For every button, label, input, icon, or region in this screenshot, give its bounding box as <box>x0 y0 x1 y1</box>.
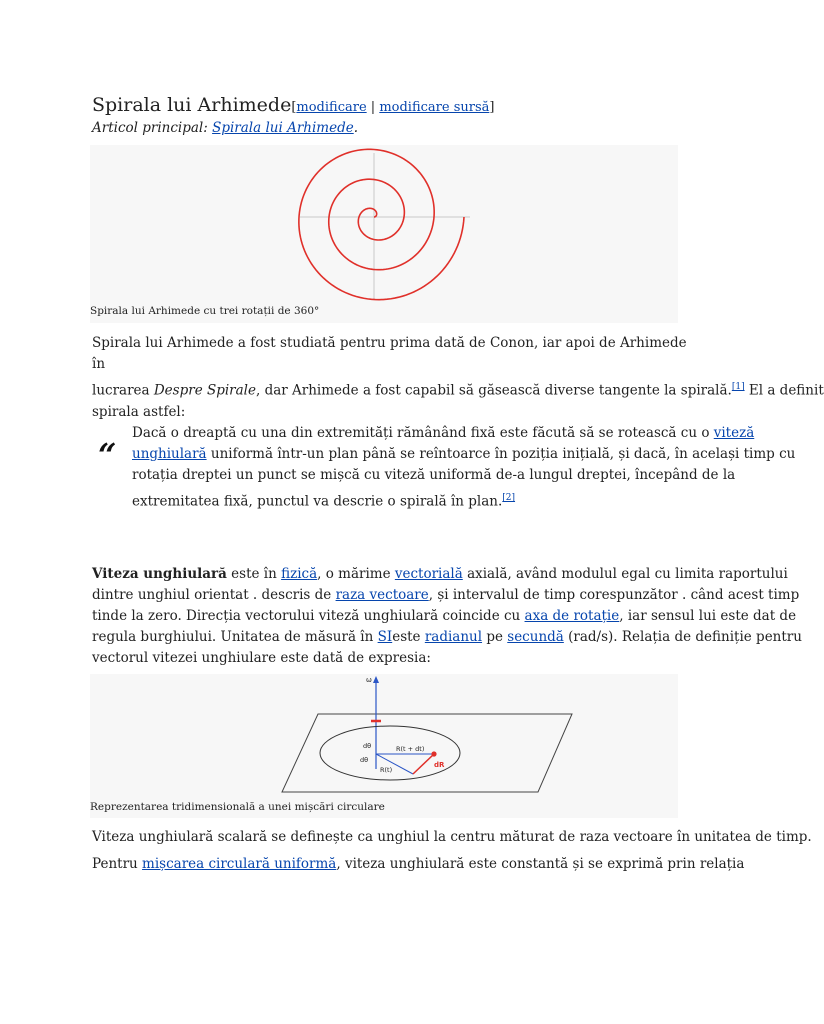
archimedean-spiral <box>299 149 464 299</box>
section-title: Spirala lui Arhimede <box>92 94 292 116</box>
omega-arrowhead <box>373 676 379 683</box>
plane-outline <box>282 714 572 792</box>
fizica-link[interactable]: fizică <box>281 566 318 582</box>
secunda-link[interactable]: secundă <box>507 629 564 645</box>
dtheta-top-label: dθ <box>363 742 372 750</box>
viteza-link[interactable]: viteză <box>713 425 755 441</box>
work-title: Despre Spirale <box>153 382 256 399</box>
delta-r-endpoint <box>431 751 436 756</box>
axa-de-rotatie-link[interactable]: axa de rotație <box>524 608 620 624</box>
dr-label: dR <box>434 761 445 769</box>
dtheta-label: dθ <box>360 756 369 764</box>
spiral-caption: Spirala lui Arhimede cu trei rotații de 360° <box>90 305 320 317</box>
reference-1-link[interactable]: [1] <box>731 382 745 392</box>
av-line-5: vectorul vitezei unghiulare este dată de expresia: <box>92 650 431 666</box>
omega-label: ω <box>366 676 372 684</box>
r-t-label: R(t) <box>380 766 393 774</box>
vectoriala-link[interactable]: vectorială <box>394 566 463 582</box>
main-article-note <box>92 118 358 139</box>
circular-motion-caption: Reprezentarea tridimensională a unei mișcări circulare <box>90 801 385 813</box>
r-t-dt-label: R(t + dt) <box>396 745 425 753</box>
uniform-motion-paragraph: Pentru mișcarea circulară uniformă, viteza unghiulară este constantă și se exprimă prin relația <box>92 856 745 872</box>
delta-r-vector <box>413 754 434 774</box>
radianul-link[interactable]: radianul <box>424 629 483 645</box>
main-article-suffix: . <box>353 120 358 136</box>
av-line-2: dintre unghiul orientat . descris de raza vectoare, și intervalul de timp corespunzător . când acest timp <box>92 587 800 603</box>
definition-quote <box>132 423 796 513</box>
angular-velocity-paragraph <box>92 564 802 669</box>
angular-velocity-term: Viteza unghiulară <box>92 566 227 582</box>
quote-line-2: unghiulară uniformă într-un plan până se reîntoarce în poziția inițială, și dacă, în același timp cu <box>132 446 796 462</box>
si-link[interactable]: SI <box>377 629 393 645</box>
edit-link[interactable]: modificare <box>296 100 367 115</box>
main-article-link[interactable]: Spirala lui Arhimede <box>212 120 354 136</box>
circular-motion-image <box>90 674 678 798</box>
edit-source-link[interactable]: modificare sursă <box>379 100 490 115</box>
section-heading <box>92 94 494 116</box>
miscarea-circulara-link[interactable]: mișcarea circulară uniformă <box>142 856 337 872</box>
quote-line-3: rotația dreptei un punct se mișcă cu viteză uniformă de-a lungul dreptei, începând de la <box>132 467 736 483</box>
av-line-1: Viteza unghiulară este în fizică, o mărime vectorială axială, având modulul egal cu limita raportului <box>92 566 788 582</box>
scalar-velocity-paragraph: Viteza unghiulară scalară se definește ca unghiul la centru măturat de raza vectoare în unitatea de timp. <box>92 829 812 845</box>
unghiulara-link[interactable]: unghiulară <box>132 446 207 462</box>
quote-line-4: extremitatea fixă, punctul va descrie o spirală în plan.[2] <box>132 493 516 510</box>
circular-motion-figure <box>90 674 678 818</box>
reference-2-link[interactable]: [2] <box>502 493 516 503</box>
intro-line-2: lucrarea Despre Spirale, dar Arhimede a fost capabil să găsească diverse tangente la spirală.[1] El a definit <box>92 382 824 399</box>
quote-line-1: Dacă o dreaptă cu una din extremități rămânând fixă este făcută să se rotească cu o viteză <box>132 425 755 441</box>
av-line-4: regula burghiului. Unitatea de măsură în SIeste radianul pe secundă (rad/s). Relația de definiție pentru <box>92 629 802 645</box>
av-line-3: tinde la zero. Direcția vectorului viteză unghiulară coincide cu axa de rotație, iar sensul lui este dat de <box>92 608 797 624</box>
bracket-close: ] <box>489 100 495 115</box>
spiral-image <box>90 145 678 323</box>
spiral-figure <box>90 145 678 323</box>
edit-links <box>291 100 494 115</box>
quote-mark-icon: “ <box>98 436 117 474</box>
intro-paragraph <box>92 333 824 423</box>
edit-separator: | <box>366 100 380 115</box>
intro-line-1: Spirala lui Arhimede a fost studiată pentru prima dată de Conon, iar apoi de Arhimede în <box>92 335 687 372</box>
intro-line-3: spirala astfel: <box>92 403 186 420</box>
raza-vectoare-link[interactable]: raza vectoare <box>335 587 429 603</box>
bracket-open: [ <box>291 100 297 115</box>
main-article-prefix: Articol principal: <box>92 120 213 136</box>
